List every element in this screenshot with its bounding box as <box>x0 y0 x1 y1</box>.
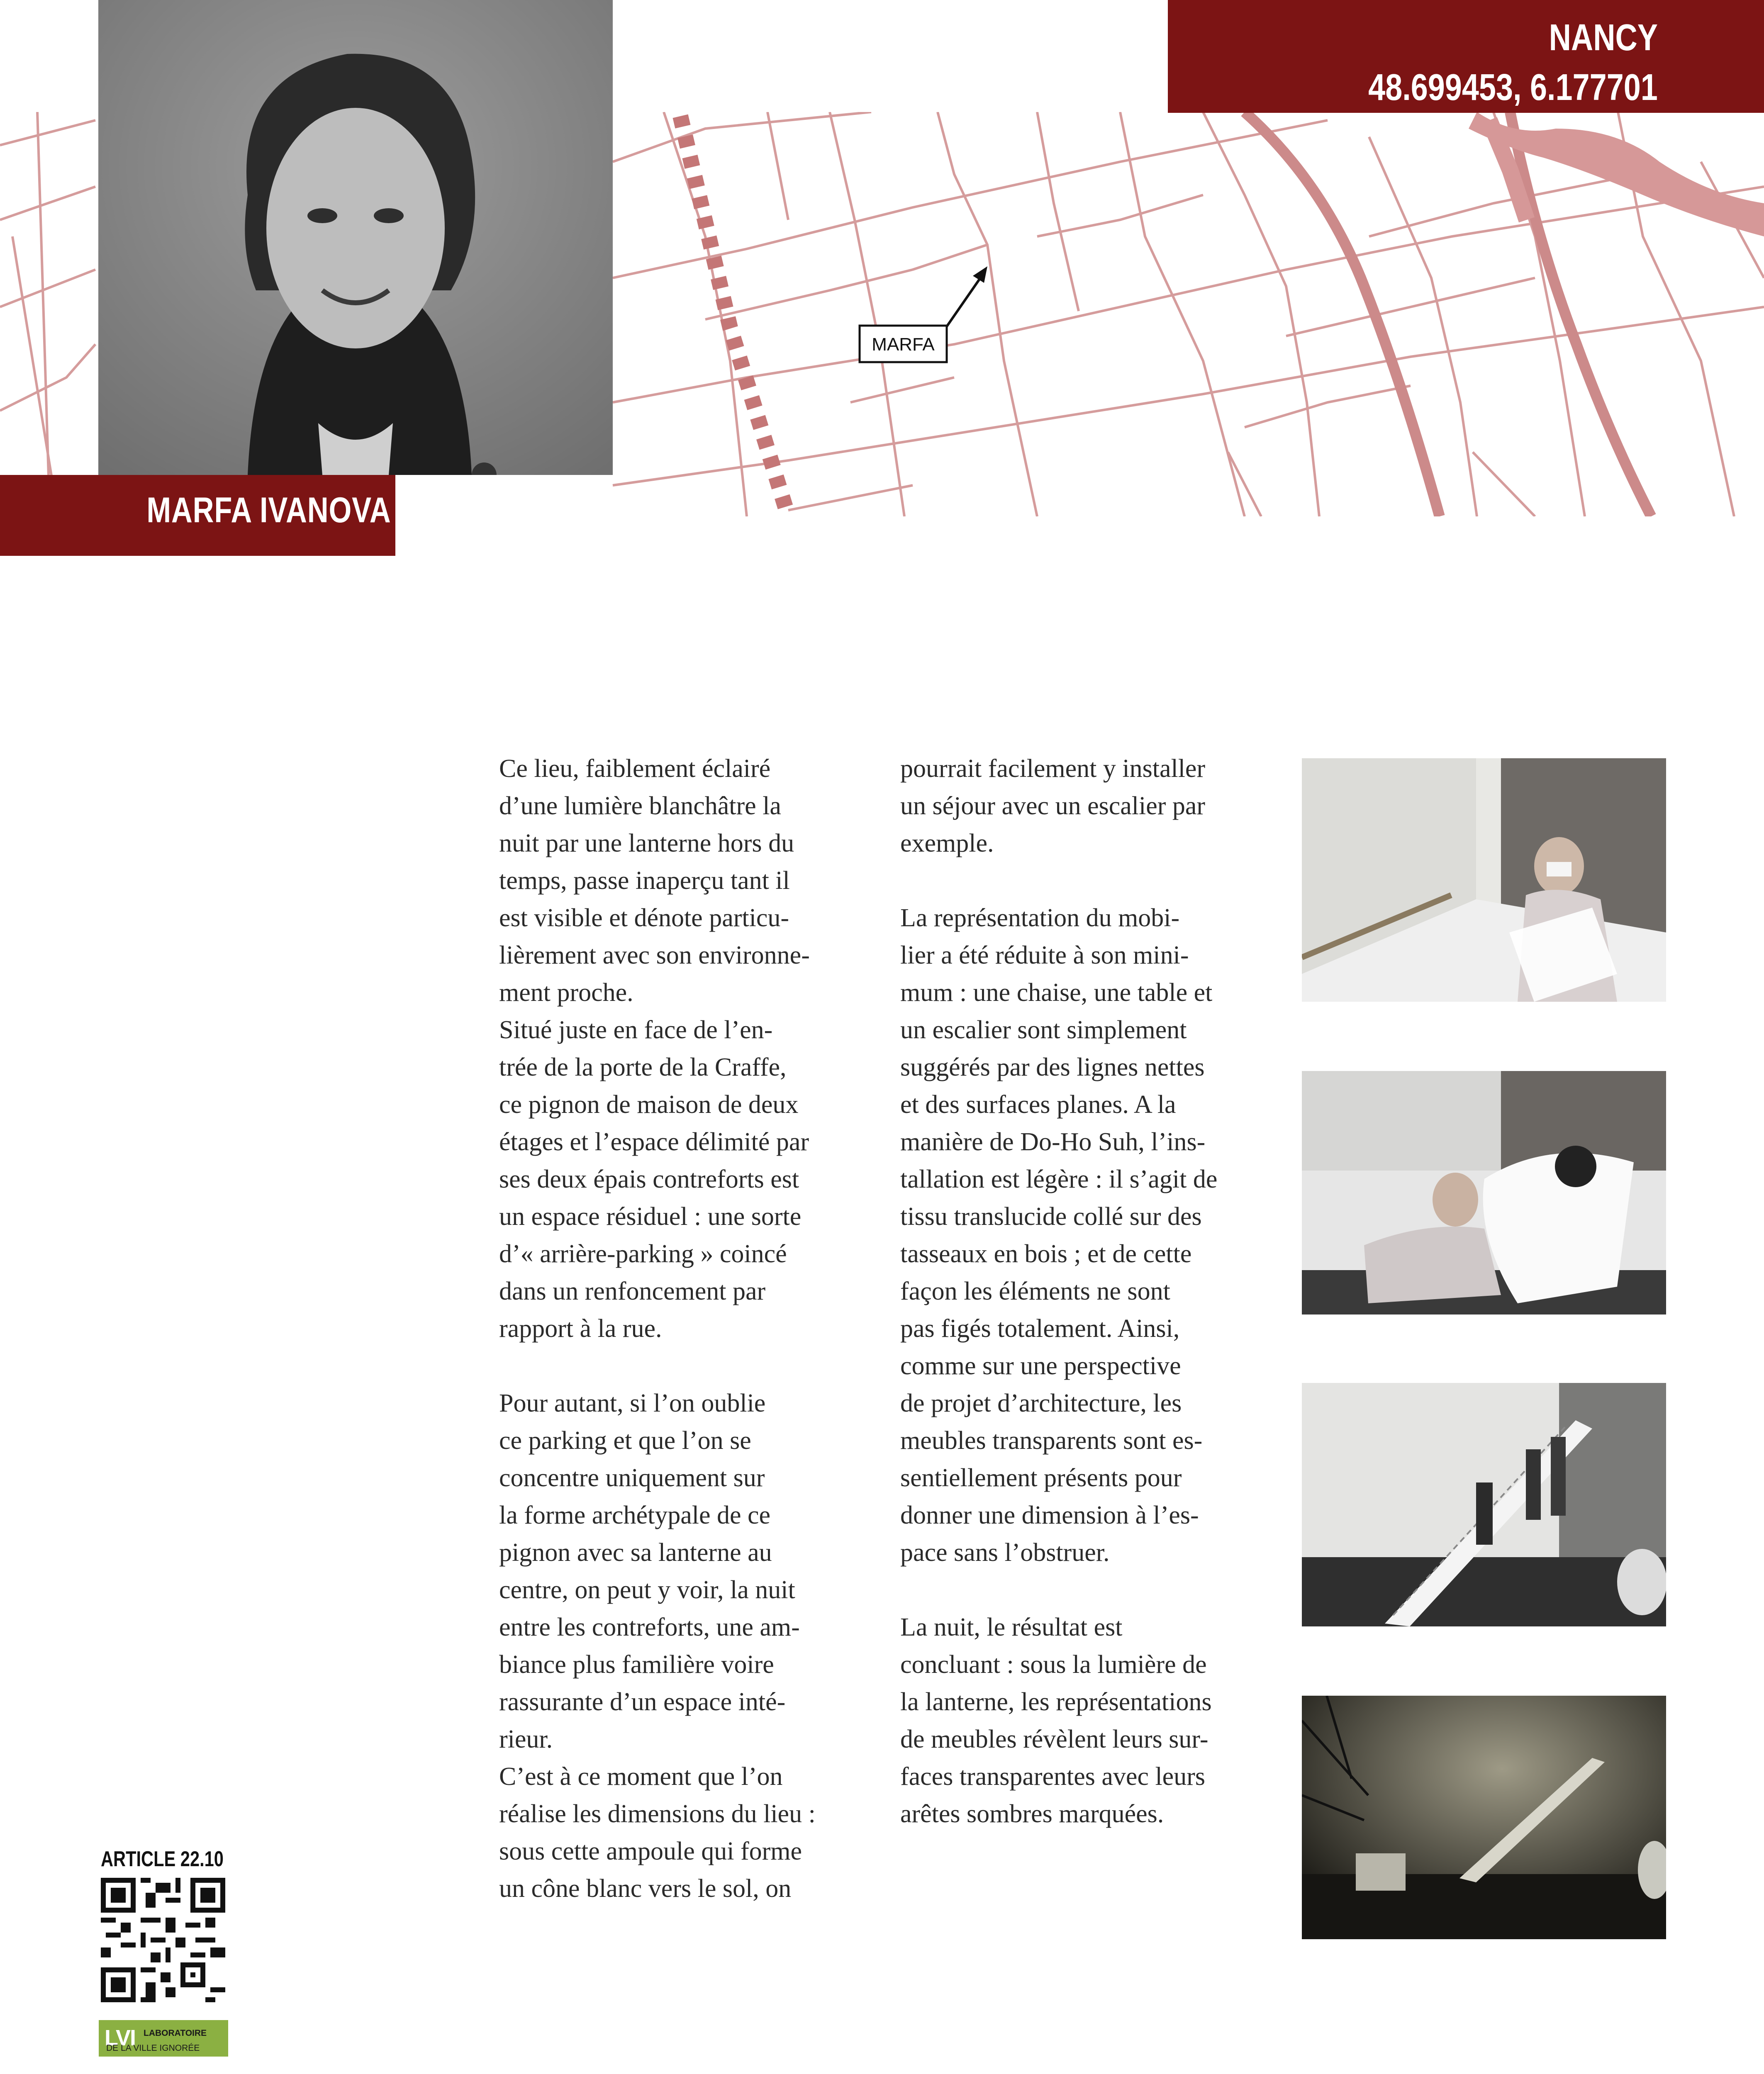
installation-photo-2 <box>1302 1071 1666 1315</box>
author-name-banner <box>0 475 395 556</box>
logo-line-1: LABORATOIRE <box>144 2028 207 2038</box>
qr-code[interactable] <box>101 1878 225 2002</box>
author-portrait <box>98 0 613 475</box>
map-label: MARFA <box>872 334 935 355</box>
coordinates: 48.699453, 6.177701 <box>1368 67 1658 108</box>
city-name: NANCY <box>1549 17 1658 58</box>
author-name: MARFA IVANOVA <box>146 490 391 530</box>
installation-photo-3 <box>1302 1383 1666 1626</box>
logo-line-2: DE LA VILLE IGNORÉE <box>106 2043 200 2053</box>
installation-photo-4 <box>1302 1696 1666 1939</box>
installation-photo-1 <box>1302 758 1666 1002</box>
location-banner <box>1168 0 1764 113</box>
logo-abbreviation: LVI <box>105 2025 135 2050</box>
lvi-logo <box>99 2020 228 2057</box>
article-number: ARTICLE 22.10 <box>101 1847 224 1871</box>
pointer-arrow <box>946 274 983 328</box>
body-text-column-2: pourrait facilement y installer un séjour avec un escalier par exemple. La représentation du mobi- lier a été réduite à son mini- mum : une chaise, une table et un escalier sont simplement suggérés par des lignes nettes et des surfaces planes. A la manière de Do-Ho Suh, l’ins- tallation est légère : il s’agit de tissu translucide collé sur des tasseaux en bois ; et de cette façon les éléments ne sont pas figés totalement. Ainsi, comme sur une perspective de projet d’architecture, les meubles transparents sont es- sentiellement présents pour donner une dimension à l’es- pace sans l’obstruer. La nuit, le résultat est concluant : sous la lumière de la lanterne, les représentations de meubles révèlent leurs sur- faces transparentes avec leurs arêtes sombres marquées. <box>900 755 1218 1828</box>
body-text-column-1: Ce lieu, faiblement éclairé d’une lumière blanchâtre la nuit par une lanterne hors du temps, passe inaperçu tant il est visible et dénote particu- lièrement avec son environne- ment proche. Situé juste en face de l’en- trée de la porte de la Craffe, ce pignon de maison de deux étages et l’espace délimité par ses deux épais contreforts est un espace résiduel : une sorte d’« arrière-parking » coincé dans un renfoncement par rapport à la rue. Pour autant, si l’on oublie ce parking et que l’on se concentre uniquement sur la forme archétypale de ce pignon avec sa lanterne au centre, on peut y voir, la nuit entre les contreforts, une am- biance plus familière voire rassurante d’un espace inté- rieur. C’est à ce moment que l’on réalise les dimensions du lieu : sous cette ampoule qui forme un cône blanc vers le sol, on <box>499 755 816 1903</box>
